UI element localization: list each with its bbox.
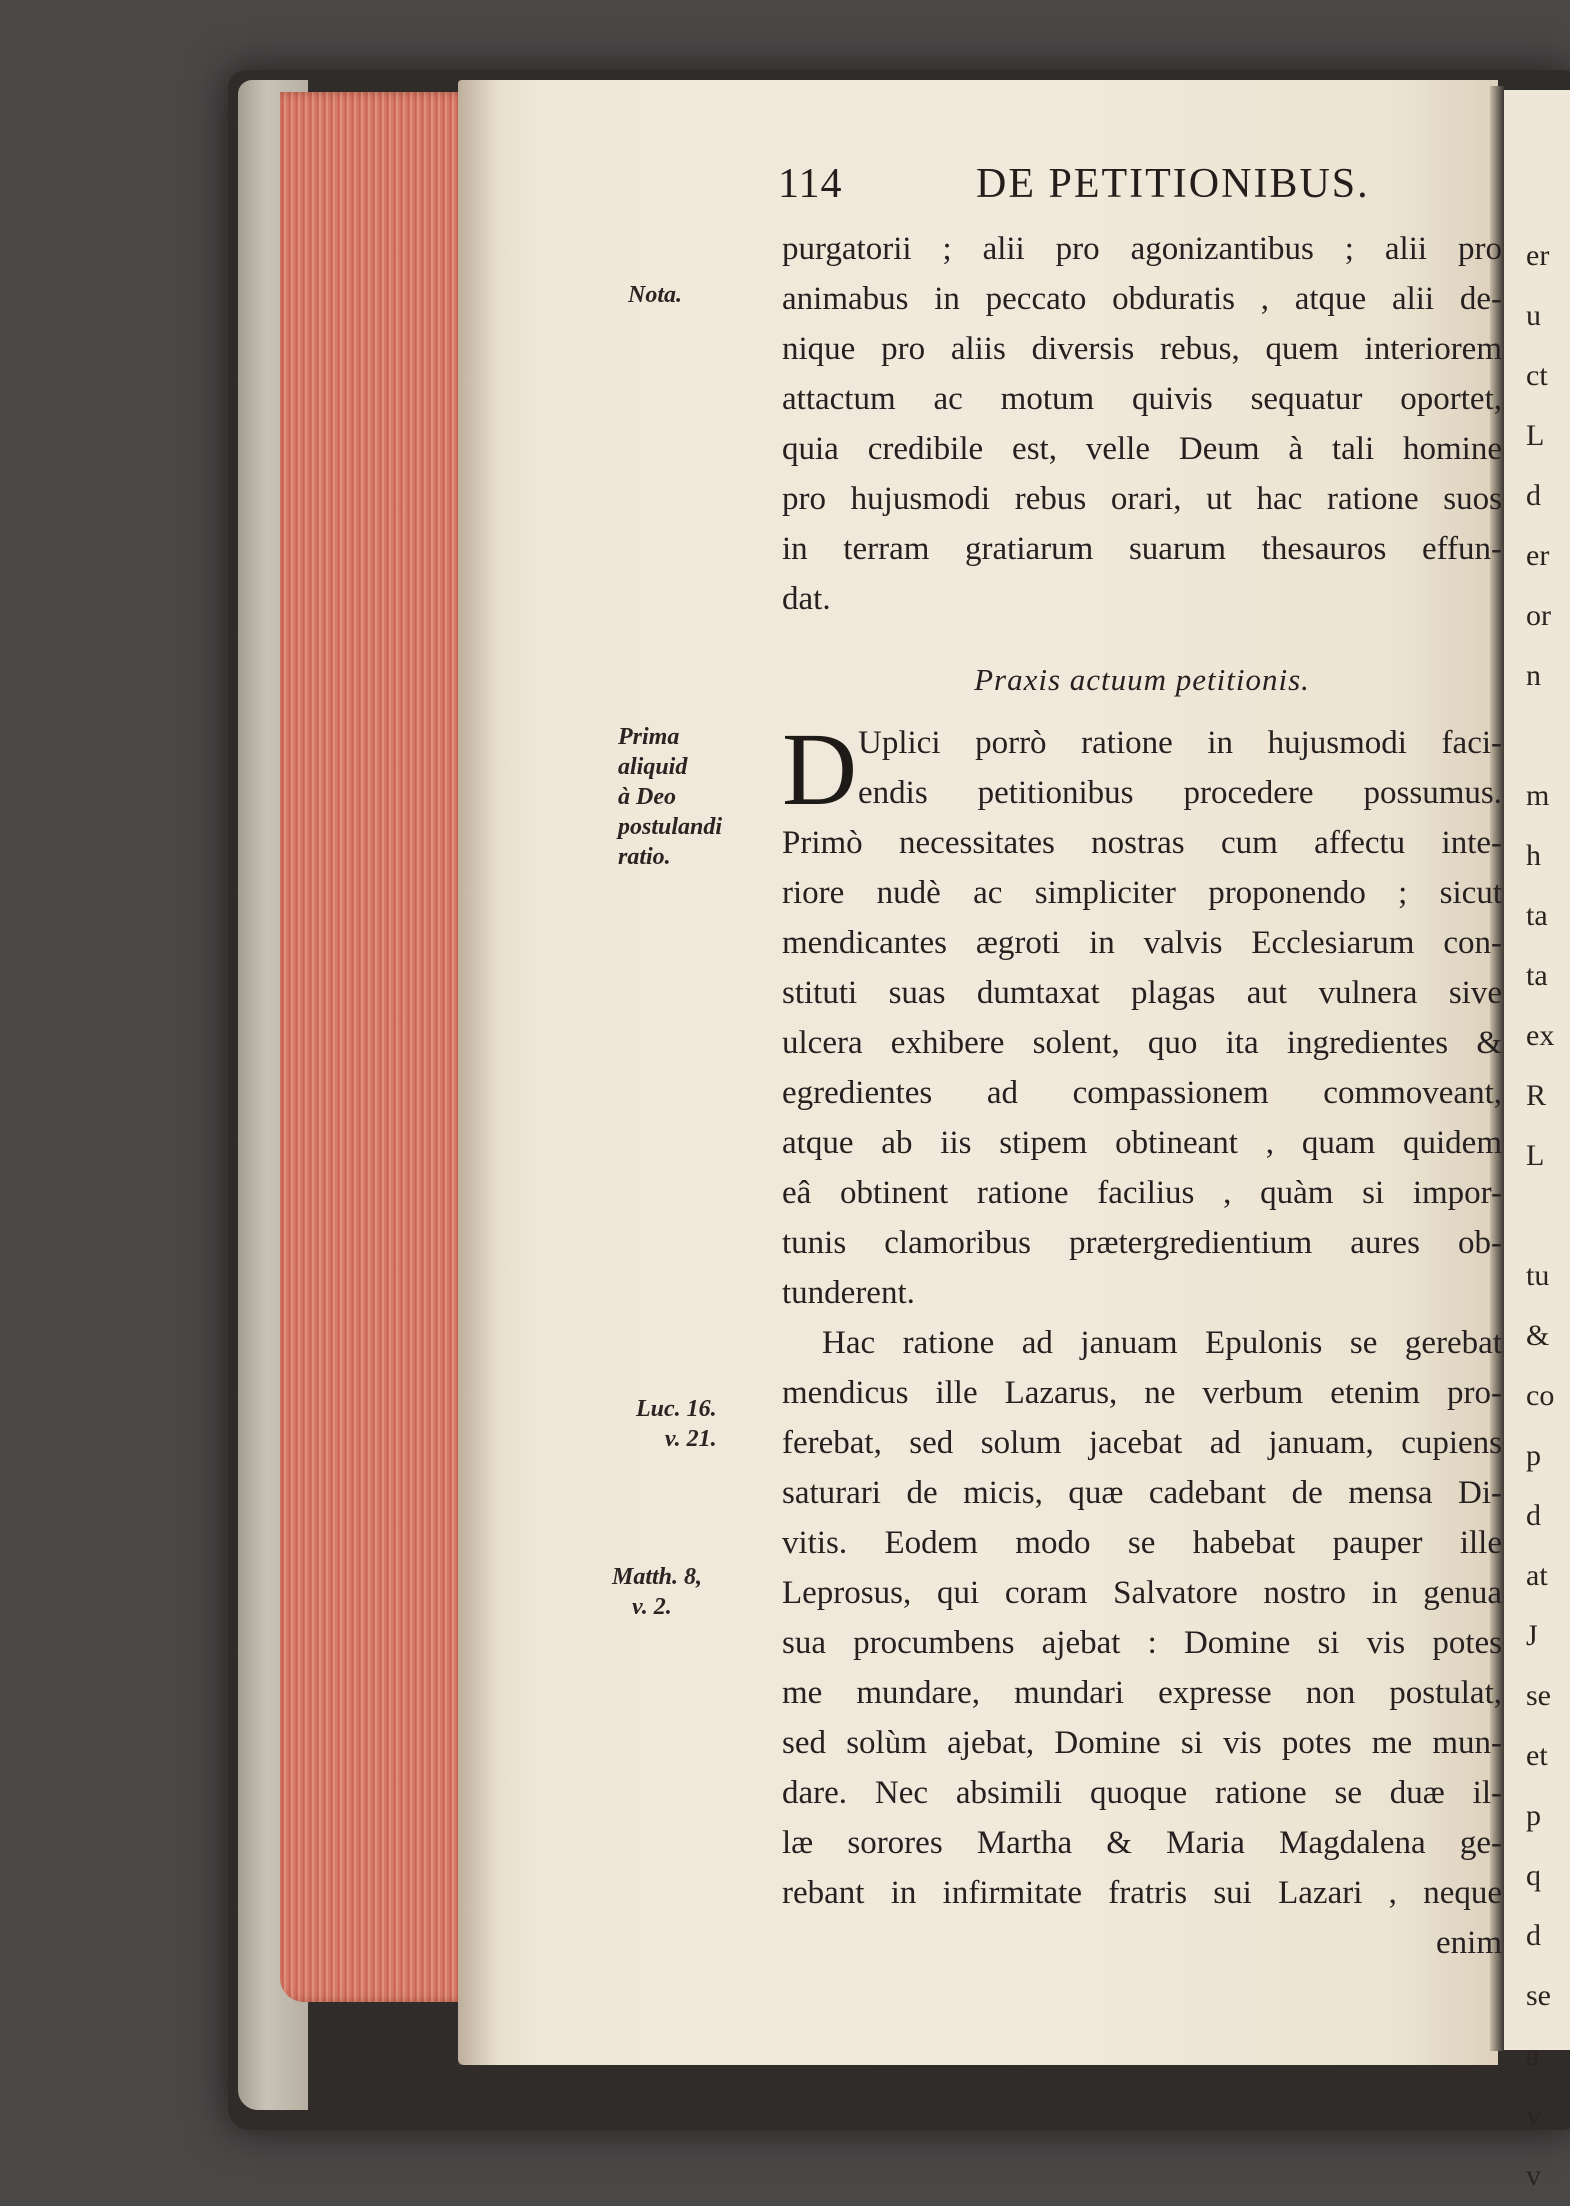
facing-page-fragment: et xyxy=(1526,1739,1548,1772)
text-line: dat. xyxy=(782,581,831,617)
margin-note-line: v. 2. xyxy=(632,1594,672,1620)
facing-page-fragment: or xyxy=(1526,599,1551,632)
facing-page-fragment: er xyxy=(1526,239,1550,272)
text-line: endis petitionibus procedere possumus. xyxy=(858,775,1502,811)
text-line: læ sorores Martha & Maria Magdalena ge- xyxy=(782,1825,1502,1861)
margin-note-line: à Deo xyxy=(618,784,676,810)
facing-page-fragment: L xyxy=(1526,1139,1545,1172)
margin-note-line: Nota. xyxy=(628,282,682,308)
facing-page-fragment: J xyxy=(1526,1619,1538,1652)
text-line: saturari de micis, quæ cadebant de mensa Di- xyxy=(782,1475,1502,1511)
text-line: sed solùm ajebat, Domine si vis potes me mun- xyxy=(782,1725,1502,1761)
text-line: tunis clamoribus prætergredientium aures ob- xyxy=(782,1225,1502,1261)
facing-page-fragment: d xyxy=(1526,479,1541,512)
text-line: ferebat, sed solum jacebat ad januam, cupiens xyxy=(782,1425,1502,1461)
text-line: me mundare, mundari expresse non postulat, xyxy=(782,1675,1502,1711)
text-line: animabus in peccato obduratis , atque alii de- xyxy=(782,281,1502,317)
margin-note-nota xyxy=(628,280,682,310)
facing-page-fragment: at xyxy=(1526,1559,1548,1592)
facing-page-fragment: p xyxy=(1526,1439,1541,1472)
facing-page-fragment: v xyxy=(1526,2099,1541,2132)
running-title: DE PETITIONIBUS. xyxy=(976,161,1370,207)
facing-page-fragment: n xyxy=(1526,659,1541,692)
running-header xyxy=(778,160,1498,220)
text-line: nique pro aliis diversis rebus, quem interiorem xyxy=(782,331,1502,367)
facing-page-fragment xyxy=(1526,706,1570,766)
facing-page-fragment: d xyxy=(1526,1919,1541,1952)
text-line: stituti suas dumtaxat plagas aut vulnera sive xyxy=(782,975,1502,1011)
text-line: Uplici porrò ratione in hujusmodi faci- xyxy=(858,725,1502,761)
facing-page-fragment: se xyxy=(1526,1979,1551,2012)
margin-note-line: Matth. 8, xyxy=(612,1564,703,1590)
facing-page-fragment: R xyxy=(1526,1079,1547,1112)
margin-note-line: postulandi xyxy=(618,814,723,840)
facing-page-fragment: L xyxy=(1526,419,1545,452)
facing-page-fragment: ex xyxy=(1526,1019,1555,1052)
text-line: pro hujusmodi rebus orari, ut hac ratione suos xyxy=(782,481,1502,517)
red-page-edges xyxy=(280,92,470,2002)
text-line: atque ab iis stipem obtineant , quam quidem xyxy=(782,1125,1502,1161)
text-line: sua procumbens ajebat : Domine si vis potes xyxy=(782,1625,1502,1661)
facing-page-fragment: a xyxy=(1526,2039,1540,2072)
facing-page-fragment: tu xyxy=(1526,1259,1550,1292)
facing-page-fragment: u xyxy=(1526,299,1541,332)
facing-page-fragment: se xyxy=(1526,1679,1551,1712)
text-line: vitis. Eodem modo se habebat pauper ille xyxy=(782,1525,1502,1561)
facing-page-fragment: m xyxy=(1526,779,1550,812)
facing-page-fragment: ct xyxy=(1526,359,1548,392)
paragraph-2 xyxy=(782,712,1502,1318)
margin-note-line: Luc. 16. xyxy=(636,1396,717,1422)
facing-page-fragment: q xyxy=(1526,1859,1541,1892)
margin-note-luc xyxy=(636,1394,717,1454)
facing-page-fragment: er xyxy=(1526,539,1550,572)
facing-page-fragment: ta xyxy=(1526,959,1548,992)
text-line: rebant in infirmitate fratris sui Lazari , neque xyxy=(782,1875,1502,1911)
text-line: tunderent. xyxy=(782,1275,915,1311)
text-line: ulcera exhibere solent, quo ita ingredientes & xyxy=(782,1025,1502,1061)
page-number: 114 xyxy=(778,161,843,207)
main-text xyxy=(782,224,1502,1968)
paragraph-1 xyxy=(782,224,1502,624)
text-line: riore nudè ac simpliciter proponendo ; sicut xyxy=(782,875,1502,911)
margin-note-matth xyxy=(612,1562,702,1622)
facing-page-fragment xyxy=(1526,1186,1570,1246)
page-shading xyxy=(458,80,498,2065)
section-heading: Praxis actuum petitionis. xyxy=(974,662,1310,697)
text-line: purgatorii ; alii pro agonizantibus ; alii pro xyxy=(782,231,1502,267)
facing-page-text xyxy=(1526,226,1570,2206)
margin-note-line: aliquid xyxy=(618,754,688,780)
facing-page-fragment: v xyxy=(1526,2159,1541,2192)
paragraph-3 xyxy=(782,1318,1502,1918)
text-line: mendicantes ægroti in valvis Ecclesiarum con- xyxy=(782,925,1502,961)
facing-page-fragment: h xyxy=(1526,839,1541,872)
facing-page-fragment: p xyxy=(1526,1799,1541,1832)
drop-cap: D xyxy=(782,712,858,827)
facing-page-fragment: ta xyxy=(1526,899,1548,932)
margin-note-line: ratio. xyxy=(618,844,671,870)
text-line: dare. Nec absimili quoque ratione se duæ il- xyxy=(782,1775,1502,1811)
text-line: quia credibile est, velle Deum à tali homine xyxy=(782,431,1502,467)
facing-page-fragment: d xyxy=(1526,1499,1541,1532)
catchword: enim xyxy=(1436,1925,1502,1961)
text-line: eâ obtinent ratione facilius , quàm si impor- xyxy=(782,1175,1502,1211)
text-line: mendicus ille Lazarus, ne verbum etenim pro- xyxy=(782,1375,1502,1411)
facing-page-fragment: & xyxy=(1526,1319,1550,1352)
text-line: Primò necessitates nostras cum affectu inte- xyxy=(782,825,1502,861)
text-line: in terram gratiarum suarum thesauros effun- xyxy=(782,531,1502,567)
margin-note-prima xyxy=(618,722,722,872)
text-line: attactum ac motum quivis sequatur oportet, xyxy=(782,381,1502,417)
text-line: Hac ratione ad januam Epulonis se gerebat xyxy=(822,1325,1502,1361)
text-line: egredientes ad compassionem commoveant, xyxy=(782,1075,1502,1111)
margin-note-line: v. 21. xyxy=(664,1426,717,1452)
facing-page-fragment: co xyxy=(1526,1379,1555,1412)
margin-note-line: Prima xyxy=(618,724,680,750)
text-line: Leprosus, qui coram Salvatore nostro in genua xyxy=(782,1575,1502,1611)
